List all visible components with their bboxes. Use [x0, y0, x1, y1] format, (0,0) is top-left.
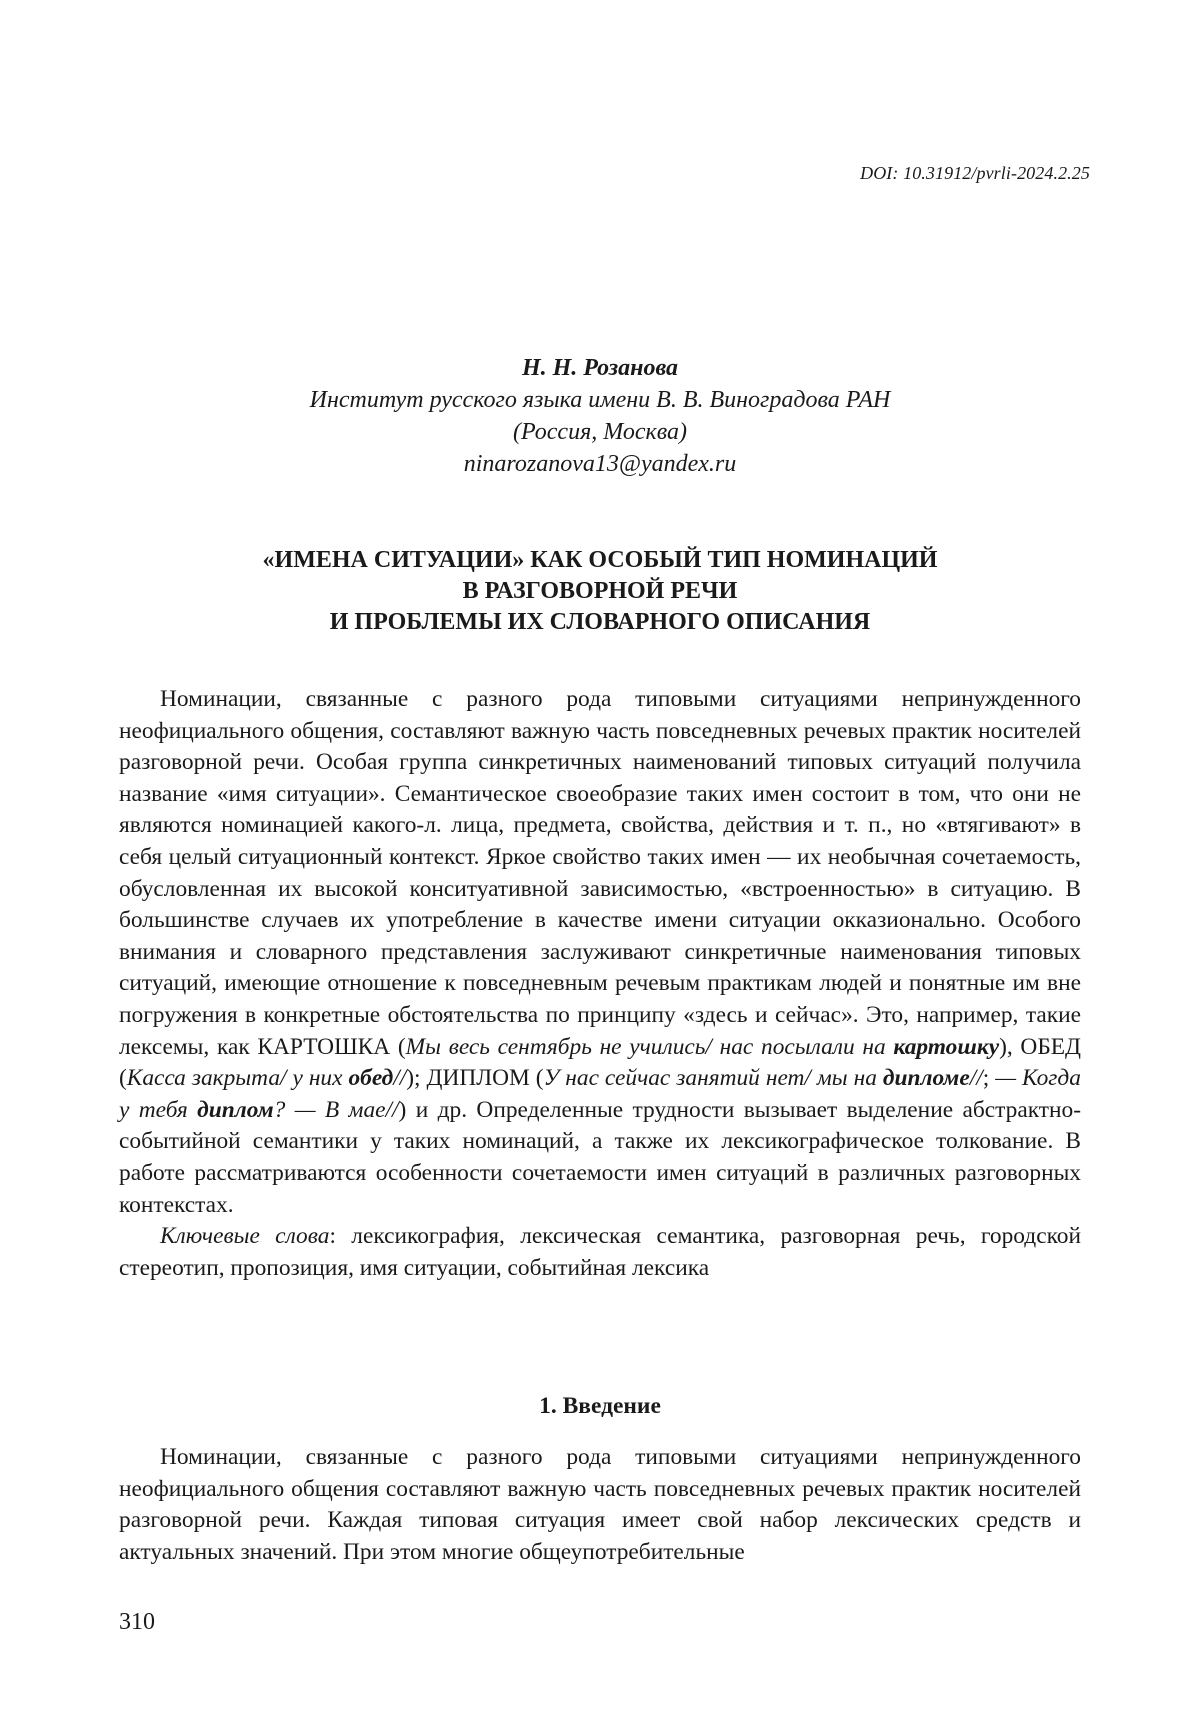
author-name: Н. Н. Розанова	[521, 355, 679, 381]
keywords-paragraph	[119, 1221, 1081, 1284]
article-title	[110, 545, 1090, 638]
page-number: 310	[119, 1609, 155, 1635]
keywords-text: : лексикография, лексическая семантика, разговорная речь, городской стереотип, пропозиция, имя ситуации, событийная лексика	[119, 1223, 1081, 1281]
abstract-paragraph: Номинации, связанные с разного рода типовыми ситуациями непринужденного неофициального общения, составляют важную часть повседневных речевых практик носителей разговорной речи. Особая группа синкретичных наименований типовых ситуаций получила название «имя ситуации». Семантическое своеобразие таких имен состоит в том, что они не являются номинацией какого-л. лица, предмета, свойства, действия и т. п., но «втягивают» в себя целый ситуационный контекст. Яркое свойство таких имен — их необычная сочетаемость, обусловленная их высокой конситуативной зависимостью, «встроенностью» в ситуацию. В большинстве случаев их употребление в качестве имени ситуации окказионально. Особого внимания и словарного представления заслуживают синкретичные наименования типовых ситуаций, имеющие отношение к повседневным речевым практикам людей и понятные им вне погружения в конкретные обстоятельства по принципу «здесь и сейчас». Это, например, такие лексемы, как КАРТОШКА (Мы весь сентябрь не учились/ нас посылали на картошку), ОБЕД (Касса закрыта/ у них обед//); ДИПЛОМ (У нас сейчас занятий нет/ мы на дипломе//; — Когда у тебя диплом? — В мае//) и др. Определенные трудности вызывает выделение абстрактно-событийной семантики у таких номинаций, а также их лексикографическое толкование. В работе рассматриваются особенности сочетаемости имен ситуаций в различных разговорных контекстах.	[119, 686, 1082, 1218]
example-2: Касса закрыта/ у них обед//	[126, 1065, 407, 1092]
abstract-lead: Номинации, связанные с разного рода типовыми ситуациями непринужденного неофициального общения, составляют важную часть повседневных речевых практик носителей разговорной речи. Особая группа синкретичных наименований типовых ситуаций получила название «имя ситуации». Семантическое своеобразие таких имен состоит в том, что они не являются номинацией какого-л. лица, предмета, свойства, действия и т. п., но «втягивают» в себя целый ситуационный контекст. Яркое свойство таких имен — их необычная сочетаемость, обусловленная их высокой конситуативной зависимостью, «встроенностью» в ситуацию. В большинстве случаев их употребление в качестве имени ситуации окказионально. Особого внимания и словарного представления заслуживают синкретичные наименования типовых ситуаций, имеющие отношение к повседневным речевым практикам людей и понятные им вне погружения в конкретные обстоятельства по принципу «здесь и сейчас». Это, например, такие лексемы, как КАРТОШКА (	[119, 686, 1081, 1060]
title-line-1: «ИМЕНА СИТУАЦИИ» КАК ОСОБЫЙ ТИП НОМИНАЦИЙ	[262, 547, 938, 573]
example-3-keyword: дипломе	[882, 1065, 970, 1092]
example-2-keyword: обед	[348, 1065, 394, 1092]
example-3: У нас сейчас занятий нет/ мы на дипломе//	[543, 1065, 983, 1092]
author-email: ninarozanova13@yandex.ru	[463, 451, 737, 477]
doi: DOI: 10.31912/pvrli-2024.2.25	[860, 163, 1090, 183]
author-location: (Россия, Москва)	[512, 419, 688, 445]
example-1-keyword: картошку	[893, 1033, 1000, 1060]
intro-paragraph: Номинации, связанные с разного рода типовыми ситуациями непринужденного неофициального общения составляют важную часть повседневных речевых практик носителей разговорной речи. Каждая типовая ситуация имеет свой набор лексических средств и актуальных значений. При этом многие общеупотребительные	[119, 1444, 1081, 1565]
intro-text	[119, 1442, 1081, 1568]
author-block	[110, 352, 1090, 480]
author-affiliation: Институт русского языка имени В. В. Виноградова РАН	[309, 387, 891, 413]
keywords-label: Ключевые слова	[160, 1223, 330, 1250]
section-heading: 1. Введение	[539, 1393, 661, 1419]
example-1: Мы весь сентябрь не учились/ нас посылали на картошку	[405, 1033, 1000, 1060]
abstract-tail: ) и др. Определенные трудности вызывает выделение абстрактно-событийной семантики у таких номинаций, а также их лексикографическое толкование. В работе рассматриваются особенности сочетаемости имен ситуаций в различных разговорных контекстах.	[119, 1096, 1081, 1218]
title-line-2: В РАЗГОВОРНОЙ РЕЧИ	[462, 578, 738, 604]
title-line-3: И ПРОБЛЕМЫ ИХ СЛОВАРНОГО ОПИСАНИЯ	[329, 609, 871, 635]
example-4: — Когда у тебя диплом? — В мае//	[119, 1065, 1081, 1123]
example-4-keyword: диплом	[197, 1096, 274, 1123]
abstract	[119, 684, 1081, 1284]
